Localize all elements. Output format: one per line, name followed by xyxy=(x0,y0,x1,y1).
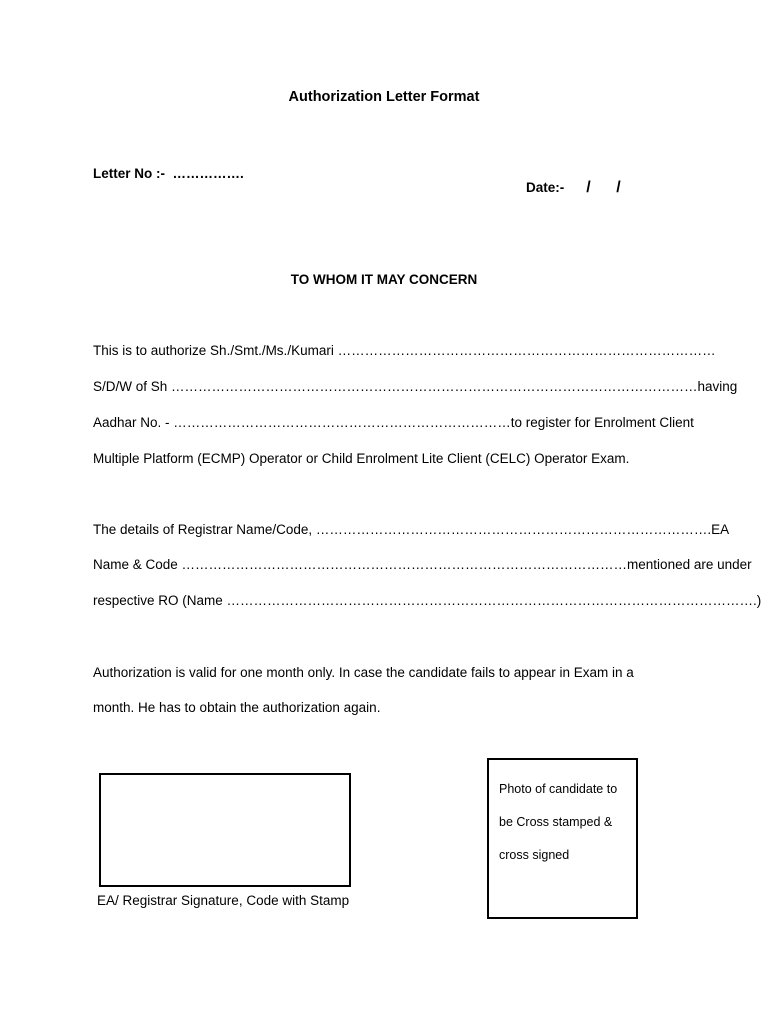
letter-number-field: Letter No :- ……………. xyxy=(93,166,244,181)
ea-name-line xyxy=(93,557,752,572)
relation-name-line xyxy=(93,379,738,394)
date-label: Date:- xyxy=(526,180,565,195)
date-slash: / xyxy=(586,179,591,196)
ea-name-blank: Name & Code ……………………………………………………………………………………… xyxy=(93,557,628,572)
registrar-blank: The details of Registrar Name/Code, ……………………………………………………………………………. xyxy=(93,522,712,537)
ro-name-line: respective RO (Name ……………………………………………………………………………………………………….) xyxy=(93,593,762,608)
signature-label: EA/ Registrar Signature, Code with Stamp xyxy=(97,893,350,908)
photo-box xyxy=(487,758,638,919)
photo-instruction-line: be Cross stamped & xyxy=(499,815,613,829)
aadhar-blank: Aadhar No. - ………………………………………………………………… xyxy=(93,415,511,430)
salutation-heading: TO WHOM IT MAY CONCERN xyxy=(290,272,478,287)
date-field xyxy=(511,164,646,212)
authorize-name-line: This is to authorize Sh./Smt./Ms./Kumari ………………………………………………………………………… xyxy=(93,343,716,358)
validity-line-2: month. He has to obtain the authorization again. xyxy=(93,700,381,715)
date-slash: / xyxy=(616,179,621,196)
register-text: to register for Enrolment Client xyxy=(510,415,694,430)
ea-text: EA xyxy=(711,522,730,537)
exam-description-line: Multiple Platform (ECMP) Operator or Child Enrolment Lite Client (CELC) Operator Exam. xyxy=(93,451,630,466)
aadhar-line xyxy=(93,415,694,430)
mentioned-text: mentioned are under xyxy=(627,557,752,572)
photo-instruction-line: Photo of candidate to xyxy=(499,782,618,796)
signature-stamp-box xyxy=(99,773,351,887)
registrar-line xyxy=(93,522,730,537)
document-title: Authorization Letter Format xyxy=(288,89,480,105)
having-text: having xyxy=(697,379,738,394)
photo-instruction-line: cross signed xyxy=(499,848,570,862)
date-blanks xyxy=(586,179,646,196)
relation-name-blank: S/D/W of Sh ……………………………………………………………………………………………………… xyxy=(93,379,698,394)
validity-line-1: Authorization is valid for one month only. In case the candidate fails to appear in Exam in a xyxy=(93,665,634,680)
